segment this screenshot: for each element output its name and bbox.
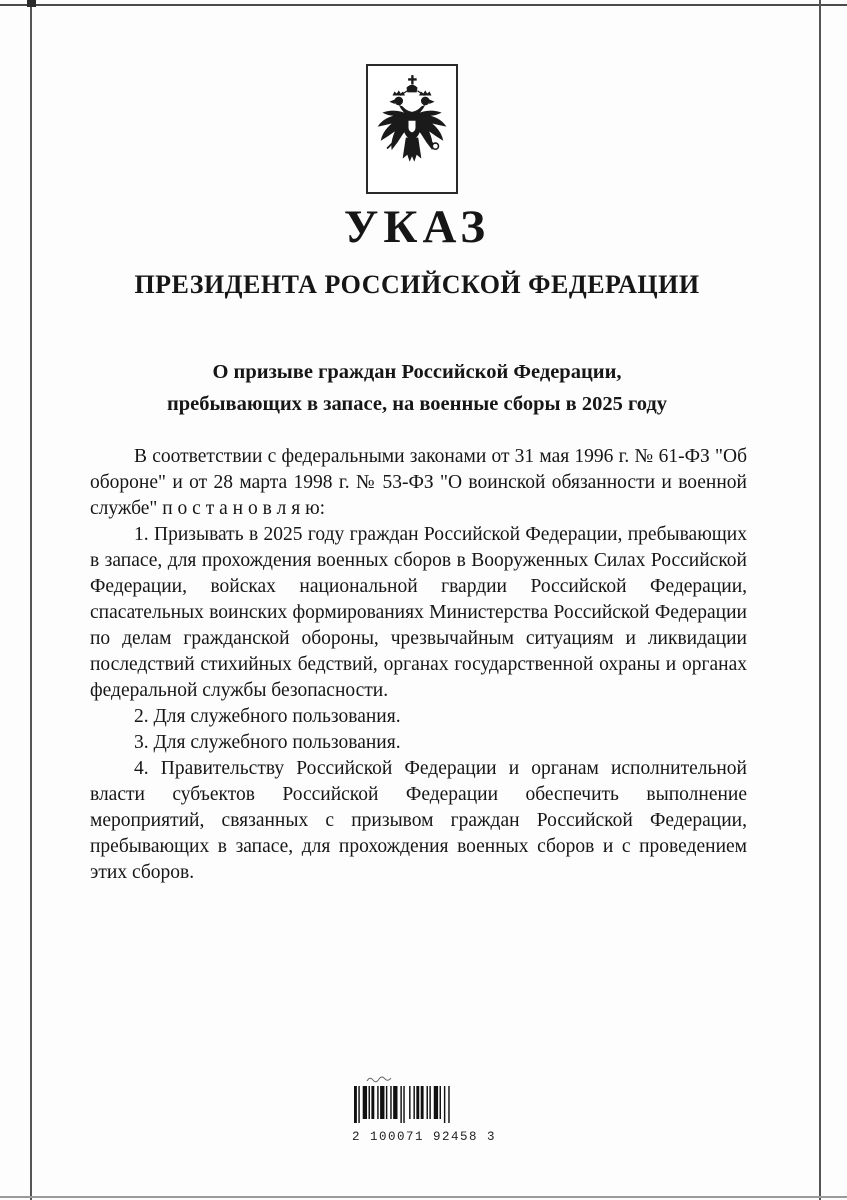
scan-frame-top bbox=[0, 4, 847, 6]
barcode bbox=[352, 1086, 497, 1144]
coat-of-arms-icon bbox=[373, 72, 451, 186]
barcode-digits: 2 100071 92458 3 bbox=[352, 1130, 497, 1144]
decree-subject-line-1: О призыве граждан Российской Федерации, bbox=[212, 361, 622, 383]
scan-corner-artifact bbox=[27, 0, 36, 7]
decree-subject bbox=[88, 356, 746, 420]
decree-paragraph: 1. Призывать в 2025 году граждан Российской Федерации, пребывающих в запасе, для прохождения военных сборов в Вооруженных Силах Российской Федерации, войсках национальной гвардии Российской Федерации, спасательных воинских формированиях Министерства Российской Федерации по делам гражданской обороны, чрезвычайным ситуациям и ликвидации последствий стихийных бедствий, органах государственной охраны и органах федеральной службы безопасности. bbox=[90, 524, 747, 701]
decree-paragraph: В соответствии с федеральными законами от 31 мая 1996 г. № 61-ФЗ "Об обороне" и от 28 марта 1998 г. № 53-ФЗ "О воинской обязанности и военной службе" п о с т а н о в л я ю: bbox=[90, 446, 747, 519]
decree-paragraph: 2. Для служебного пользования. bbox=[134, 706, 401, 727]
decree-subject-line-2: пребывающих в запасе, на военные сборы в 2025 году bbox=[166, 393, 668, 415]
decree-paragraph: 4. Правительству Российской Федерации и органам исполнительной власти субъектов Российской Федерации обеспечить выполнение мероприятий, связанных с призывом граждан Российской Федерации, пребывающих в запасе, для прохождения военных сборов и с проведением этих сборов. bbox=[90, 758, 747, 883]
decree-title: УКАЗ bbox=[343, 201, 491, 253]
decree-body bbox=[90, 444, 747, 886]
decree-paragraph: 3. Для служебного пользования. bbox=[134, 732, 401, 753]
scan-artifact bbox=[366, 1074, 396, 1084]
scan-frame-left bbox=[30, 0, 32, 1200]
scan-frame-bottom bbox=[0, 1196, 847, 1198]
decree-issuer: ПРЕЗИДЕНТА РОССИЙСКОЙ ФЕДЕРАЦИИ bbox=[134, 270, 700, 299]
emblem-box bbox=[366, 64, 458, 194]
barcode-bars bbox=[352, 1086, 476, 1124]
scan-frame-right bbox=[819, 0, 821, 1200]
